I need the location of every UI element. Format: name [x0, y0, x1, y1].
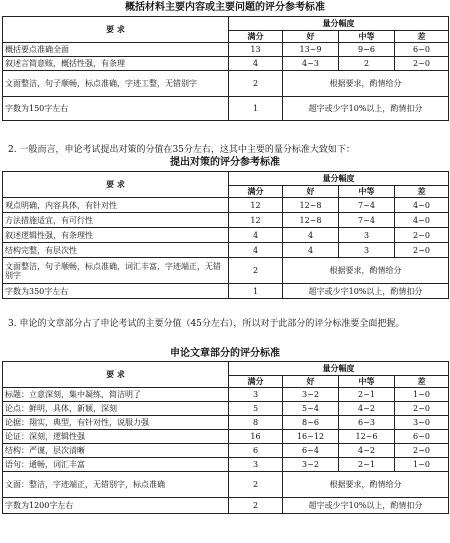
row-item: 字数为1200字左右: [3, 498, 229, 514]
cell-full: 5: [229, 402, 283, 416]
cell-full: 1: [229, 284, 283, 299]
cell-poor: 6~0: [395, 43, 449, 57]
table-row: [3, 97, 449, 121]
row-item: 字数为350字左右: [3, 284, 229, 299]
table-row: [3, 243, 449, 258]
cell-full: 4: [229, 228, 283, 243]
cell-poor: 1~0: [395, 388, 449, 402]
cell-poor: 2~0: [395, 228, 449, 243]
table3-title: 申论文章部分的评分标准: [170, 348, 280, 359]
table-row: [3, 213, 449, 228]
cell-good: 4: [283, 243, 339, 258]
table1-header-row: [3, 17, 449, 31]
cell-good: 6~4: [283, 444, 339, 458]
cell-note: 超字或少字10%以上，酌情扣分: [283, 97, 449, 121]
table-row: [3, 416, 449, 430]
row-item: 叙述言简意赅，概括性强，有条理: [3, 57, 229, 71]
cell-full: 16: [229, 430, 283, 444]
table2-title: 提出对策的评分参考标准: [170, 157, 280, 168]
table2-col-medium: 中等: [339, 186, 395, 198]
cell-full: 2: [229, 71, 283, 97]
cell-full: 2: [229, 472, 283, 498]
table-row: [3, 284, 449, 299]
cell-full: 4: [229, 57, 283, 71]
cell-full: 3: [229, 458, 283, 472]
paragraph-3: 3. 申论的文章部分占了申论考试的主要分值（45分左右），所以对于此部分的评分标准要全面把握。: [8, 319, 405, 329]
cell-medium: 2~1: [339, 458, 395, 472]
cell-full: 3: [229, 388, 283, 402]
row-item: 文面整洁，句子顺畅，标点准确，词汇丰富，字迹端正，无错别字: [3, 258, 229, 284]
cell-medium: 9~6: [339, 43, 395, 57]
table3-header-item: 要 求: [3, 362, 229, 388]
cell-full: 4: [229, 243, 283, 258]
cell-medium: 7~4: [339, 198, 395, 213]
table3-col-good: 好: [283, 376, 339, 388]
table2-header-row: [3, 172, 449, 186]
row-item: 语句：通畅，词汇丰富: [3, 458, 229, 472]
row-item: 字数为150字左右: [3, 97, 229, 121]
table-row: [3, 43, 449, 57]
table1: [2, 16, 449, 121]
cell-full: 12: [229, 198, 283, 213]
cell-good: 4~3: [283, 57, 339, 71]
cell-good: 4: [283, 228, 339, 243]
row-item: 文面：整洁，字迹端正，无错别字，标点准确: [3, 472, 229, 498]
table1-col-poor: 差: [395, 31, 449, 43]
table-row: [3, 498, 449, 514]
cell-medium: 2: [339, 57, 395, 71]
cell-medium: 2~1: [339, 388, 395, 402]
cell-good: 12~8: [283, 198, 339, 213]
table-row: [3, 228, 449, 243]
table1-col-full: 满分: [229, 31, 283, 43]
table-row: [3, 402, 449, 416]
cell-full: 6: [229, 444, 283, 458]
cell-good: 13~9: [283, 43, 339, 57]
cell-medium: 3: [339, 243, 395, 258]
row-item: 论证：深刻，逻辑性强: [3, 430, 229, 444]
table1-title: 概括材料主要内容或主要问题的评分参考标准: [125, 2, 325, 13]
table1-header-item: 要 求: [3, 17, 229, 43]
table-row: [3, 472, 449, 498]
table-row: [3, 71, 449, 97]
cell-full: 2: [229, 258, 283, 284]
table-row: [3, 388, 449, 402]
table-row: [3, 430, 449, 444]
cell-good: 8~6: [283, 416, 339, 430]
table1-col-good: 好: [283, 31, 339, 43]
row-item: 观点明确，内容具体，有针对性: [3, 198, 229, 213]
table3-header-row: [3, 362, 449, 376]
cell-good: 12~8: [283, 213, 339, 228]
cell-full: 13: [229, 43, 283, 57]
table3-header-range: 量分幅度: [229, 362, 449, 376]
cell-medium: 6~3: [339, 416, 395, 430]
table2-col-poor: 差: [395, 186, 449, 198]
table2-col-full: 满分: [229, 186, 283, 198]
cell-note: 根据要求，酌情给分: [283, 71, 449, 97]
table-row: [3, 458, 449, 472]
table2-header-range: 量分幅度: [229, 172, 449, 186]
cell-full: 1: [229, 97, 283, 121]
cell-note: 根据要求，酌情给分: [283, 258, 449, 284]
cell-note: 超字或少字10%以上，酌情扣分: [283, 498, 449, 514]
cell-medium: 4~2: [339, 402, 395, 416]
cell-full: 12: [229, 213, 283, 228]
cell-poor: 2~0: [395, 57, 449, 71]
row-item: 概括要点准确全面: [3, 43, 229, 57]
cell-note: 超字或少字10%以上，酌情扣分: [283, 284, 449, 299]
row-item: 论据：翔实，典型，有针对性，说服力强: [3, 416, 229, 430]
cell-good: 3~2: [283, 458, 339, 472]
table-row: [3, 258, 449, 284]
table1-header-range: 量分幅度: [229, 17, 449, 31]
table-row: [3, 198, 449, 213]
cell-full: 8: [229, 416, 283, 430]
row-item: 结构：严谨，层次清晰: [3, 444, 229, 458]
table3: [2, 361, 449, 514]
cell-good: 16~12: [283, 430, 339, 444]
table2: [2, 171, 449, 299]
table3-col-full: 满分: [229, 376, 283, 388]
cell-medium: 4~2: [339, 444, 395, 458]
table2-header-item: 要 求: [3, 172, 229, 198]
row-item: 论点：鲜明，具体，新颖，深刻: [3, 402, 229, 416]
cell-poor: 2~0: [395, 444, 449, 458]
cell-good: 5~4: [283, 402, 339, 416]
table1-col-medium: 中等: [339, 31, 395, 43]
table3-col-poor: 差: [395, 376, 449, 388]
table-row: [3, 444, 449, 458]
cell-note: 根据要求，酌情给分: [283, 472, 449, 498]
cell-medium: 3: [339, 228, 395, 243]
cell-poor: 3~0: [395, 416, 449, 430]
cell-poor: 2~0: [395, 243, 449, 258]
row-item: 结构完整，有层次性: [3, 243, 229, 258]
table3-col-medium: 中等: [339, 376, 395, 388]
cell-poor: 6~0: [395, 430, 449, 444]
row-item: 标题：立意深刻，集中凝练，简洁明了: [3, 388, 229, 402]
row-item: 方法措施适宜，有可行性: [3, 213, 229, 228]
cell-poor: 4~0: [395, 213, 449, 228]
paragraph-2: 2. 一般而言，申论考试提出对策的分值在35分左右，这其中主要的量分标准大致如下：: [8, 145, 355, 155]
cell-poor: 1~0: [395, 458, 449, 472]
table2-col-good: 好: [283, 186, 339, 198]
cell-poor: 4~0: [395, 198, 449, 213]
row-item: 文面整洁，句子顺畅，标点准确，字迹工整，无错别字: [3, 71, 229, 97]
cell-medium: 7~4: [339, 213, 395, 228]
cell-good: 3~2: [283, 388, 339, 402]
cell-full: 2: [229, 498, 283, 514]
table-row: [3, 57, 449, 71]
cell-medium: 12~6: [339, 430, 395, 444]
cell-poor: 2~0: [395, 402, 449, 416]
row-item: 叙述逻辑性强，有条理性: [3, 228, 229, 243]
